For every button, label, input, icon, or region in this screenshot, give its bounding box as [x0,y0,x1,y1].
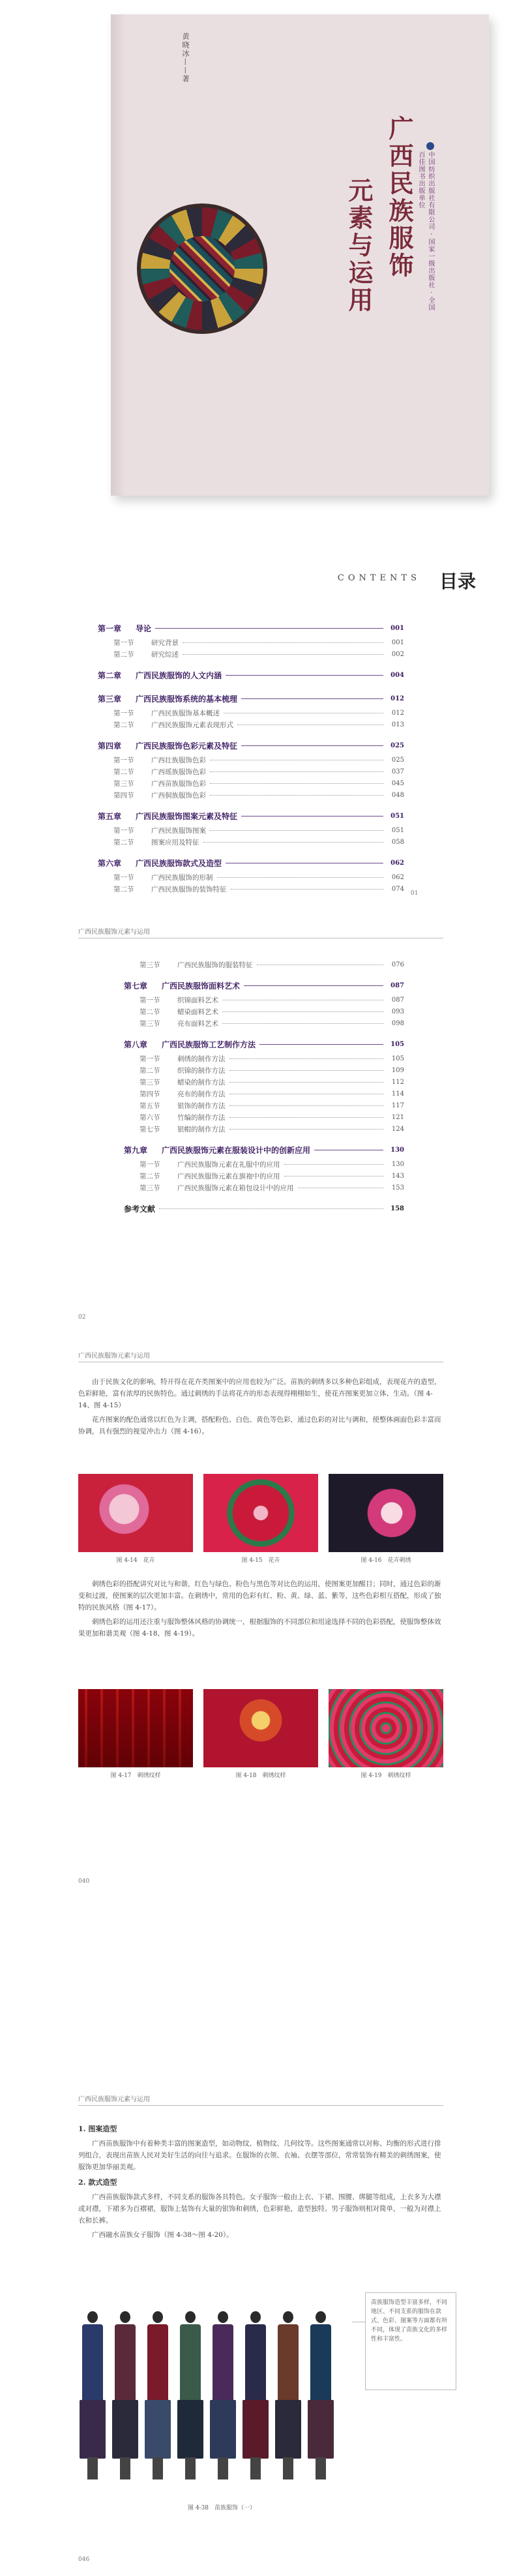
toc-entry-title: 导论 [136,623,152,633]
toc-leader [210,771,383,772]
cover-title-line1: 广西民族服饰 [385,115,414,280]
figure-row-2 [78,1689,443,1779]
toc-title: 目录 [439,571,476,592]
page-number: 02 [78,1314,86,1321]
toc-entry-number: 第三节 [140,1184,160,1192]
toc-entry-page: 058 [391,838,404,846]
toc-entry-title: 广西民族服饰款式及造型 [136,858,222,868]
toc-entry-number: 第二章 [98,670,122,680]
toc-entry-page: 153 [391,1184,404,1191]
toc-leader [284,1164,384,1165]
header-rule [78,2105,443,2106]
toc-entry-title: 广西民族服饰色彩元素及特征 [136,741,238,751]
toc-entry-title: 织锦面料艺术 [177,996,218,1004]
toc-chapter-entry[interactable] [98,620,404,637]
toc-section-entry[interactable] [124,1017,404,1029]
toc-entry-title: 广西民族服饰基本概述 [151,709,220,717]
paragraph: 广西苗族服饰款式多样，不同支系的服饰各具特色。女子服饰一般由上衣、下裙、围腰、绑腿等组成，上衣多为大襟或对襟，下裙多为百褶裙，服饰上装饰有大量的银饰和刺绣，色彩鲜艳，造型独特。男子服饰则相对简单，一般为对襟上衣和长裤。 [78,2193,441,2224]
body-text-2 [78,1578,443,1642]
toc-entry-page: 109 [391,1066,404,1074]
cover-title-line2: 元素与运用 [344,177,374,314]
toc-leader [222,1023,383,1024]
toc-chapter-entry[interactable] [124,977,404,994]
paragraph: 刺绣色彩的搭配讲究对比与和谐，红色与绿色、粉色与黑色等对比色的运用，使图案更加醒目；同时，通过色彩的渐变和过渡，使图案的层次更加丰富。在刺绣中，常用的色彩有红、粉、黄、绿、蓝、紫等，这些色彩相互搭配，形成了独特的民族风格（图 4-17）。 [78,1580,441,1611]
spine-shade [111,14,125,496]
toc-entry-page: 114 [391,1090,404,1098]
toc-chapter-entry[interactable] [98,807,404,824]
toc-entry-number: 第一节 [113,709,134,717]
toc-section-entry[interactable] [124,1170,404,1182]
toc-leader [222,1011,383,1012]
toc-leader [217,877,384,878]
running-head: 广西民族服饰元素与运用 [78,2096,150,2103]
cover-title [326,115,417,350]
toc-section-entry[interactable] [98,766,404,777]
paragraph: 花卉图案的配色通常以红色为主调，搭配粉色、白色、黄色等色彩，通过色彩的对比与调和，使整体画面色彩丰富而协调，具有强烈的视觉冲击力（图 4-16）。 [78,1416,441,1435]
figure-caption: 图 4-14 花卉 [116,1557,155,1564]
toc-section-entry[interactable] [124,1064,404,1076]
figure-caption: 图 4-18 刺绣纹样 [235,1773,286,1779]
toc-chapter-entry[interactable] [98,854,404,871]
toc-entry-number: 第一节 [140,1160,160,1169]
toc-entry-page: 062 [391,873,404,881]
toc-entry-number: 第四节 [140,1090,160,1098]
toc-entry-number: 第一节 [140,1055,160,1063]
figure-caption: 图 4-38 苗族服饰（一） [187,2505,256,2511]
toc-entry-page: 087 [391,996,404,1004]
embroidery-image [203,1689,318,1767]
embroidery-image [329,1474,443,1552]
toc-entry-title: 参考文献 [124,1204,156,1214]
figure-caption: 图 4-17 刺绣纹样 [110,1773,161,1779]
toc-entry-title: 研究背景 [151,638,179,647]
toc-entry-page: 012 [391,709,404,717]
toc-entry-page: 002 [391,650,404,658]
toc-entry-title: 亮布的制作方法 [177,1090,226,1098]
toc-section-entry[interactable] [124,1100,404,1111]
toc-entry-page: 037 [391,768,404,775]
toc-entry-page: 074 [391,885,404,893]
toc-entry-title: 广西瑶族服饰色彩 [151,768,206,776]
embroidery-image [203,1474,318,1552]
toc-entry-title: 广西民族服饰图案元素及特征 [136,811,238,821]
toc-entry-title: 广西苗族服饰色彩 [151,779,206,788]
toc-entry-number: 第五章 [98,811,122,821]
toc-entry-title: 广西民族服饰的形制 [151,873,213,882]
paragraph: 由于民族文化的影响，特开得在花卉类图案中的应用也较为广泛。苗族的刺绣多以多种色彩组成，表现花卉的造型，色彩鲜艳，富有浓厚的民族特色。通过刺绣的手法将花卉的形态表现得栩栩如生，使花卉图案更加立体、生动。（图 4-14、图 4-15） [78,1378,441,1409]
toc-section-entry[interactable] [124,1053,404,1064]
toc-section-entry[interactable] [98,648,404,660]
toc-entry-page: 117 [391,1101,404,1109]
toc-entry-page: 013 [391,721,404,728]
toc-entry-page: 158 [390,1205,404,1212]
embroidered-disc-image [137,203,267,334]
toc-entry-number: 第二节 [140,1008,160,1016]
body-text-1 [78,1376,443,1440]
toc-section-entry[interactable] [124,994,404,1006]
toc-entry-number: 第二节 [140,1172,160,1180]
toc-entry-title: 广西壮族服饰色彩 [151,756,206,764]
embroidery-image [78,1689,193,1767]
figure-caption: 图 4-19 刺绣纹样 [360,1773,411,1779]
toc-entry-number: 第六章 [98,858,122,868]
toc-entry-number: 第二节 [113,768,134,776]
costume-figure [78,2309,107,2485]
costume-figure [111,2309,140,2485]
toc-entry-number: 第六节 [140,1113,160,1122]
figure [329,1689,443,1779]
embroidery-image [329,1689,443,1767]
toc-entry-page: 105 [391,1055,404,1062]
figure [203,1474,318,1564]
toc-section-entry[interactable] [98,883,404,895]
toc-entry-title: 广西民族服饰系统的基本梳理 [136,694,238,704]
toc-entry-number: 第三章 [98,694,122,704]
section-heading: 1. 图案造型 [78,2125,117,2133]
toc-leader [183,654,383,655]
toc-entry-page: 025 [390,741,404,749]
toc-entry-page: 121 [391,1113,404,1121]
toc-entry-title: 刺绣的制作方法 [177,1055,226,1063]
toc-entry-title: 银帽的制作方法 [177,1125,226,1133]
toc-leader [210,795,383,796]
toc-entry-page: 076 [391,961,404,968]
toc-entry-number: 第二节 [113,721,134,729]
toc-entry-number: 第一节 [113,756,134,764]
toc-entry-number: 第七章 [124,981,148,991]
figure [78,1689,193,1779]
toc-entry-page: 105 [390,1040,404,1048]
page-number: 040 [78,1878,90,1885]
toc-list-1 [98,613,404,895]
toc-section-entry[interactable] [98,754,404,766]
toc-entry-number: 第三节 [113,779,134,788]
costume-figure [209,2309,237,2485]
running-head: 广西民族服饰元素与运用 [78,929,150,936]
toc-entry-page: 048 [391,791,404,799]
running-head: 广西民族服饰元素与运用 [78,1353,150,1360]
toc-entry-title: 广西民族服饰元素在服装设计中的创新应用 [162,1145,311,1155]
toc-entry-page: 093 [391,1008,404,1015]
toc-entry-page: 143 [391,1172,404,1180]
toc-entry-number: 第二节 [140,1066,160,1075]
toc-leader [229,1082,384,1083]
toc-section-entry[interactable] [98,836,404,848]
toc-leader [210,830,383,831]
toc-entry-title: 广西侗族服饰色彩 [151,791,206,800]
toc-entry-page: 012 [390,695,404,702]
toc-entry-page: 045 [391,779,404,787]
toc-entry-title: 广西民族服饰工艺制作方法 [162,1040,256,1049]
costume-figure [241,2309,270,2485]
side-note: 苗族服饰造型丰富多样，不同地区、不同支系的服饰在款式、色彩、图案等方面都有所不同，体现了苗族文化的多样性和丰富性。 [365,2292,456,2390]
toc-chapter-entry[interactable] [124,1200,404,1217]
toc-section-entry[interactable] [124,1182,404,1193]
toc-chapter-entry[interactable] [98,737,404,754]
toc-section-entry[interactable] [124,1088,404,1100]
toc-entry-number: 第七节 [140,1125,160,1133]
toc-leader [241,698,383,699]
toc-leader [259,1044,383,1045]
toc-entry-page: 130 [390,1146,404,1154]
toc-leader [229,1117,384,1118]
toc-entry-title: 广西民族服饰面料艺术 [162,981,241,991]
toc-section-entry[interactable] [124,959,404,970]
toc-leader [226,675,383,676]
toc-entry-title: 研究综述 [151,650,179,659]
toc-entry-title: 银饰的制作方法 [177,1101,226,1110]
toc-entry-page: 112 [391,1078,404,1086]
toc-entry-page: 025 [391,756,404,764]
toc-entry-page: 001 [390,624,404,632]
toc-leader [231,889,384,890]
toc-leader [229,1105,384,1106]
toc-entry-number: 第二节 [113,885,134,893]
toc-section-entry[interactable] [98,789,404,801]
toc-entry-page: 051 [390,812,404,820]
disc-inner-pattern [169,236,235,301]
toc-section-entry[interactable] [124,1006,404,1017]
toc-leader [155,628,383,629]
toc-entry-title: 广西民族服饰的人文内涵 [136,670,222,680]
toc-entry-number: 第一章 [98,623,122,633]
toc-contents-label: CONTENTS [337,573,420,583]
toc-leader [229,1058,384,1059]
paragraph: 广西融水苗族女子服饰（图 4-38～图 4-20）。 [92,2231,233,2239]
toc-entry-title: 广西民族服饰的装饰特征 [151,885,227,893]
toc-entry-title: 织锦的制作方法 [177,1066,226,1075]
toc-leader [241,745,383,746]
toc-header [261,567,476,592]
page-number: 01 [411,890,419,897]
text-page-1 [0,1337,515,1898]
publisher-logo-icon [426,142,434,150]
toc-entry-number: 第三节 [140,1019,160,1028]
toc-entry-number: 第八章 [124,1040,148,1049]
page-number: 046 [78,2556,90,2563]
costume-figure [143,2309,172,2485]
figure-row-1 [78,1474,443,1564]
toc-entry-title: 竹编的制作方法 [177,1113,226,1122]
toc-entry-number: 第一节 [113,638,134,647]
toc-entry-number: 第一节 [140,996,160,1004]
embroidery-image [78,1474,193,1552]
cover-author: 黄晓冰——著 [181,33,190,83]
figure [329,1474,443,1564]
cover-publisher: 中国纺织出版社有限公司 · 国家一级出版社 · 全国百佳图书出版单位 [417,151,434,312]
toc-entry-title: 亮布面料艺术 [177,1019,218,1028]
toc-entry-number: 第四节 [113,791,134,800]
toc-section-entry[interactable] [98,637,404,648]
toc-entry-number: 第九章 [124,1145,148,1155]
toc-entry-title: 蜡染的制作方法 [177,1078,226,1086]
toc-section-entry[interactable] [98,707,404,719]
toc-entry-title: 广西民族服饰元素表现形式 [151,721,233,729]
toc-entry-number: 第一节 [113,826,134,835]
paragraph: 广西苗族服饰中有着种类丰富的图案造型，如动物纹、植物纹、几何纹等。这些图案通常以对称、均衡的形式进行排列组合，表现出苗族人民对美好生活的向往与追求。在服饰的衣领、衣袖、衣摆等部位，常常装饰有精美的刺绣图案，使服饰更加华丽美观。 [78,2140,441,2171]
toc-entry-title: 广西民族服饰元素在旗袍中的应用 [177,1172,280,1180]
toc-entry-number: 第四章 [98,741,122,751]
toc-section-entry[interactable] [98,719,404,730]
section-heading: 2. 款式造型 [78,2178,117,2187]
toc-entry-page: 001 [391,638,404,646]
toc-leader [229,1070,384,1071]
toc-chapter-entry[interactable] [124,1141,404,1158]
toc-chapter-entry[interactable] [124,1036,404,1053]
toc-leader [159,1208,383,1209]
toc-section-entry[interactable] [98,777,404,789]
figure-caption: 图 4-15 花卉 [241,1557,280,1564]
toc-entry-page: 130 [391,1160,404,1168]
toc-entry-title: 蜡染面料艺术 [177,1008,218,1016]
toc-section-entry[interactable] [124,1158,404,1170]
toc-entry-number: 第一节 [113,873,134,882]
toc-entry-title: 广西民族服饰元素在箱包设计中的应用 [177,1184,294,1192]
toc-entry-page: 098 [391,1019,404,1027]
body-text-3 [78,2119,443,2243]
toc-section-entry[interactable] [124,1123,404,1135]
book-cover [111,14,489,496]
toc-leader [210,783,383,784]
toc-list-2 [124,959,404,1217]
toc-entry-page: 062 [390,859,404,867]
toc-section-entry[interactable] [124,1111,404,1123]
toc-page-2 [0,906,515,1337]
toc-section-entry[interactable] [124,1076,404,1088]
costume-figure [176,2309,205,2485]
toc-entry-title: 广西民族服饰元素在礼服中的应用 [177,1160,280,1169]
figure [78,1474,193,1564]
figure-caption: 图 4-16 花卉刺绣 [360,1557,411,1564]
toc-entry-page: 004 [390,671,404,679]
book-cover-section [0,0,515,515]
costume-figure [306,2309,335,2485]
costume-figure [274,2309,302,2485]
toc-leader [203,842,384,843]
toc-leader [183,642,383,643]
toc-page-1 [0,515,515,906]
toc-entry-title: 图案应用及特征 [151,838,199,846]
costume-figures [78,2309,352,2491]
toc-entry-number: 第五节 [140,1101,160,1110]
paragraph: 刺绣色彩的运用还注重与服饰整体风格的协调统一，根据服饰的不同部位和用途选择不同的色彩搭配，使服饰整体效果更加和谐美观（图 4-18、图 4-19）。 [78,1618,441,1638]
toc-entry-title: 广西民族服饰的服装特征 [177,961,253,969]
toc-chapter-entry[interactable] [98,666,404,683]
toc-leader [229,1129,384,1130]
toc-section-entry[interactable] [98,871,404,883]
toc-entry-page: 087 [390,981,404,989]
toc-entry-title: 广西民族服饰图案 [151,826,206,835]
toc-leader [244,985,383,986]
toc-section-entry[interactable] [98,824,404,836]
toc-entry-number: 第二节 [113,838,134,846]
toc-chapter-entry[interactable] [98,690,404,707]
toc-entry-number: 第三节 [140,961,160,969]
figure [203,1689,318,1779]
toc-entry-number: 第三节 [140,1078,160,1086]
toc-entry-number: 第二节 [113,650,134,659]
toc-entry-page: 124 [391,1125,404,1133]
toc-entry-page: 051 [391,826,404,834]
